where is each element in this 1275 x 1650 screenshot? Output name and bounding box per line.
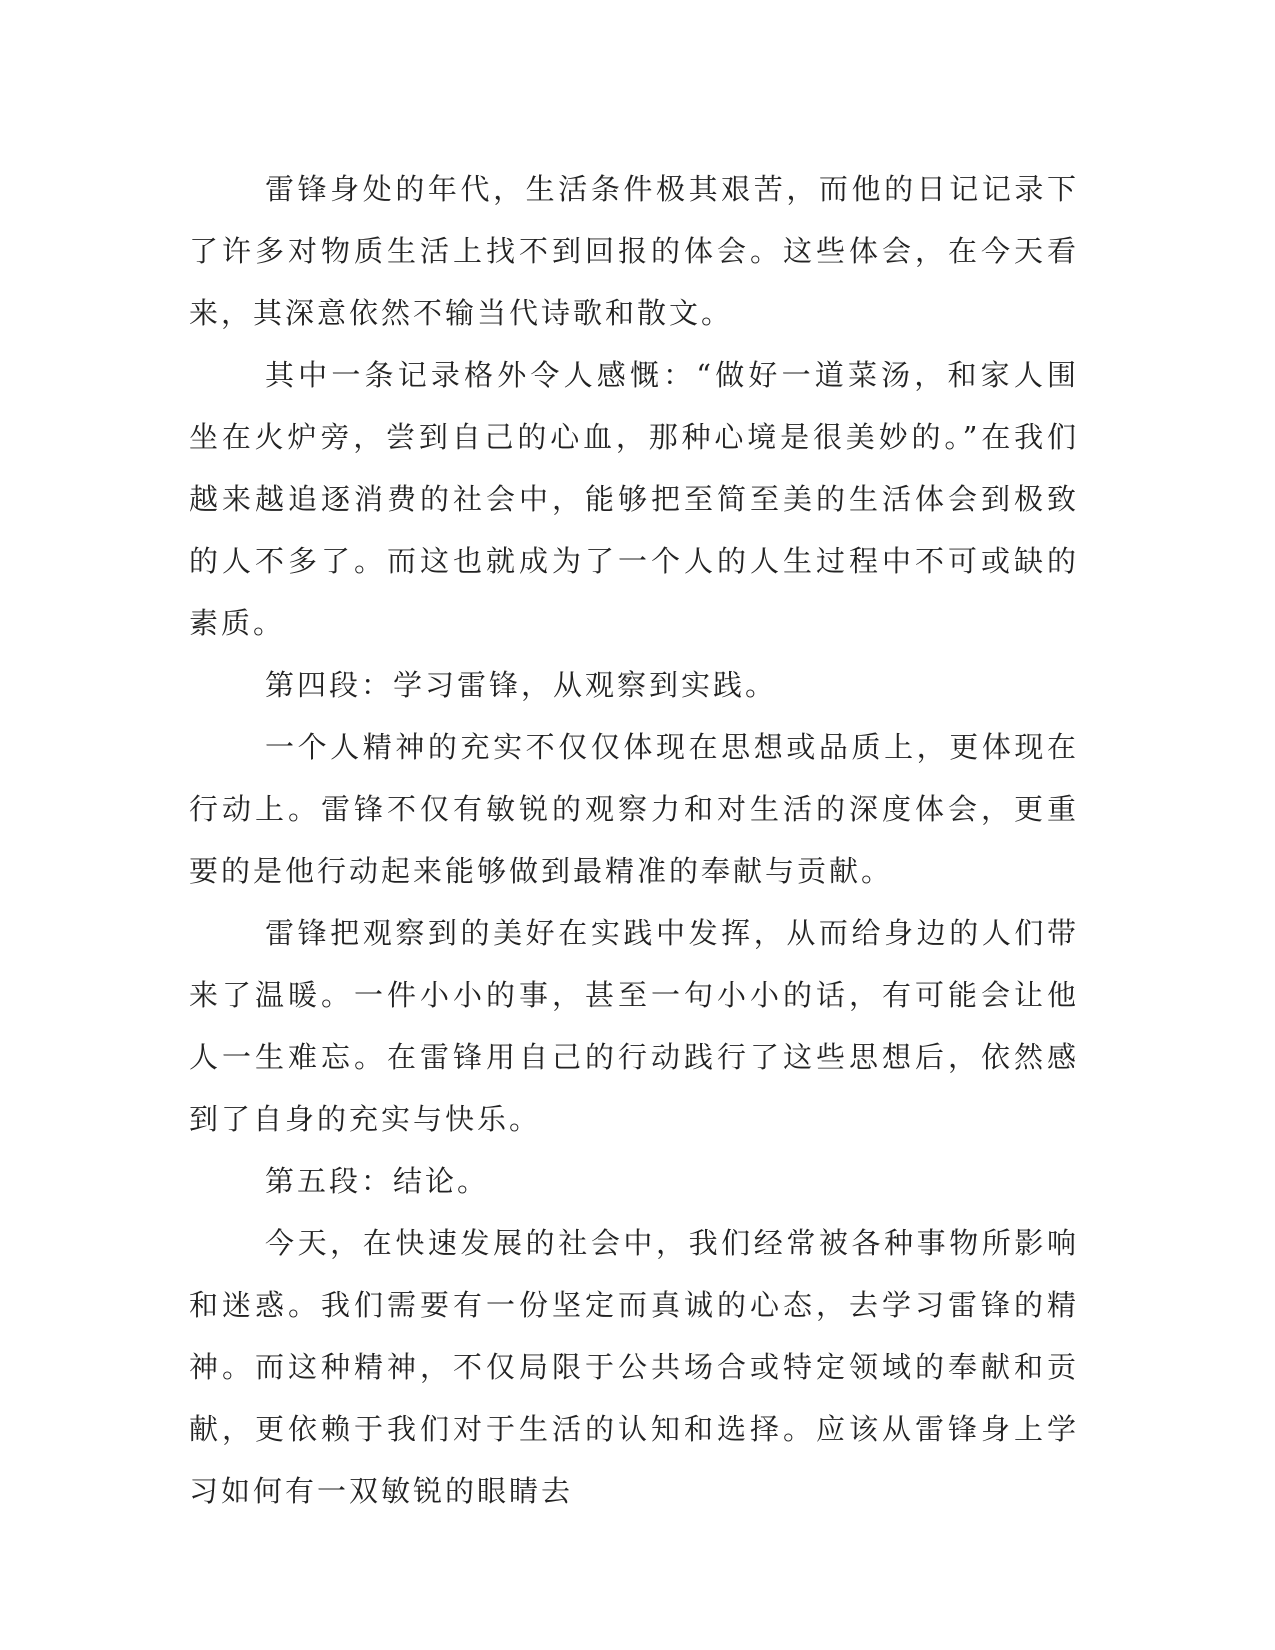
paragraph-conclusion: 今天，在快速发展的社会中，我们经常被各种事物所影响和迷惑。我们需要有一份坚定而真诚的心态，去学习雷锋的精神。而这种精神，不仅局限于公共场合或特定领域的奉献和贡献，更依赖于我们对于生活的认知和选择。应该从雷锋身上学习如何有一双敏锐的眼睛去	[189, 1226, 1079, 1508]
paragraph-leifeng-era: 雷锋身处的年代，生活条件极其艰苦，而他的日记记录下了许多对物质生活上找不到回报的体会。这些体会，在今天看来，其深意依然不输当代诗歌和散文。	[189, 172, 1079, 330]
paragraph-practice-warmth: 雷锋把观察到的美好在实践中发挥，从而给身边的人们带来了温暖。一件小小的事，甚至一句小小的话，有可能会让他人一生难忘。在雷锋用自己的行动践行了这些思想后，依然感到了自身的充实与快乐。	[189, 916, 1079, 1136]
document-body	[189, 158, 1079, 1522]
section-heading-four: 第四段：学习雷锋，从观察到实践。	[265, 668, 778, 702]
paragraph-diary-quote: 其中一条记录格外令人感慨：“做好一道菜汤，和家人围坐在火炉旁，尝到自己的心血，那种心境是很美妙的。”在我们越来越追逐消费的社会中，能够把至简至美的生活体会到极致的人不多了。而这也就成为了一个人的人生过程中不可或缺的素质。	[189, 358, 1079, 640]
paragraph-spirit-action: 一个人精神的充实不仅仅体现在思想或品质上，更体现在行动上。雷锋不仅有敏锐的观察力和对生活的深度体会，更重要的是他行动起来能够做到最精准的奉献与贡献。	[189, 730, 1079, 888]
section-heading-five: 第五段：结论。	[265, 1164, 490, 1198]
